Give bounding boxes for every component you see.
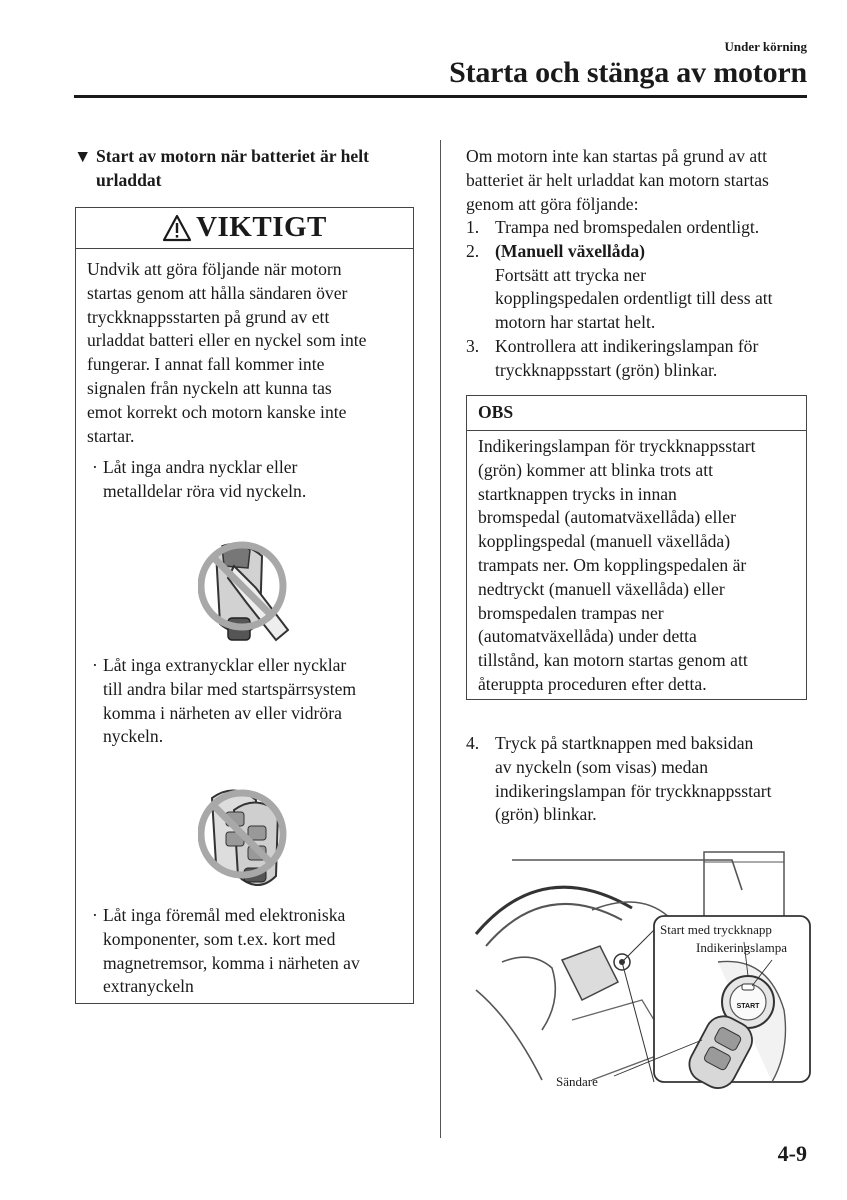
bullet-line: magnetremsor, komma i närheten av (103, 952, 360, 973)
step-line: Tryck på startknappen med baksidan (495, 733, 754, 753)
obs-title: OBS (467, 396, 806, 431)
column-divider (440, 140, 441, 1138)
heading-triangle-marker: ▼ (74, 146, 92, 166)
page-number: 4-9 (777, 1141, 807, 1166)
procedure-steps (466, 216, 811, 383)
bullet-dot: · (92, 457, 98, 477)
two-keys-prohibited-illustration (198, 772, 298, 900)
warning-intro-line: fungerar. I annat fall kommer inte (87, 354, 325, 375)
heading-line-2: urladdat (96, 170, 162, 190)
step-line: Kontrollera att indikeringslampan för (495, 335, 759, 356)
warning-intro-line: startas genom att hålla sändaren över (87, 282, 348, 303)
bullet-line: extranyckeln (103, 976, 194, 997)
warning-intro-line: tryckknappsstarten på grund av ett (87, 306, 330, 327)
step-4 (466, 732, 811, 827)
obs-line: nedtryckt (manuell växellåda) eller (478, 578, 725, 599)
warning-intro-line: Undvik att göra följande när motorn (87, 259, 342, 279)
obs-line: bromspedal (automatväxellåda) eller (478, 507, 736, 528)
warning-intro-line: startar. (87, 425, 135, 446)
step-3 (466, 335, 811, 383)
bullet-line: komma i närheten av eller vidröra (103, 702, 342, 723)
key-with-metal-prohibited-illustration (198, 526, 298, 654)
bullet-line: metalldelar röra vid nyckeln. (103, 480, 307, 501)
step-line: Trampa ned bromspedalen ordentligt. (495, 217, 760, 237)
warning-box (75, 207, 414, 1004)
obs-note-box (466, 395, 807, 700)
section-label: Under körning (724, 39, 807, 54)
obs-body (467, 431, 806, 697)
step-line: motorn har startat helt. (495, 312, 656, 333)
bullet-line: Låt inga andra nycklar eller (103, 457, 298, 477)
warning-triangle-icon (162, 214, 192, 242)
bullet-dot: · (92, 655, 98, 675)
indicator-lamp-drawing (742, 984, 754, 990)
obs-line: startknappen trycks in innan (478, 483, 677, 504)
obs-line: återuppta proceduren efter detta. (478, 673, 707, 694)
intro-line: Om motorn inte kan startas på grund av att (466, 146, 767, 166)
obs-line: bromspedalen trampas ner (478, 602, 664, 623)
step-bold-label: (Manuell växellåda) (495, 240, 646, 261)
label-indicator-lamp: Indikeringslampa (696, 940, 787, 955)
label-start-button: Start med tryckknapp (660, 922, 772, 937)
step-line: indikeringslampan för tryckknappsstart (495, 780, 772, 801)
step-line: Fortsätt att trycka ner (495, 264, 646, 285)
bullet-line: nyckeln. (103, 726, 164, 747)
intro-line: batteriet är helt urladdat kan motorn startas (466, 169, 769, 190)
obs-line: kopplingspedal (manuell växellåda) (478, 531, 731, 552)
steering-wheel-drawing (476, 887, 632, 934)
warning-intro-line: urladdat batteri eller en nyckel som inte (87, 330, 367, 351)
warning-bullet-2 (92, 654, 402, 749)
bullet-line: komponenter, som t.ex. kort med (103, 928, 336, 949)
step-line: (grön) blinkar. (495, 804, 597, 825)
step-number: 1. (466, 217, 480, 237)
step-line: av nyckeln (som visas) medan (495, 756, 709, 777)
warning-header (76, 208, 413, 249)
warning-title: VIKTIGT (196, 211, 327, 244)
right-intro (466, 145, 811, 216)
step-number: 2. (466, 240, 480, 261)
obs-line: (automatväxellåda) under detta (478, 626, 697, 647)
obs-line: Indikeringslampan för tryckknappsstart (478, 436, 756, 456)
bullet-line: Låt inga extranycklar eller nycklar (103, 655, 347, 675)
label-transmitter: Sändare (556, 1074, 598, 1089)
bullet-line: till andra bilar med startspärrsystem (103, 678, 357, 699)
intro-line: genom att göra följande: (466, 193, 639, 214)
obs-line: trampats ner. Om kopplingspedalen är (478, 554, 747, 575)
push-button-start-figure (472, 850, 812, 1094)
heading-line-1: Start av motorn när batteriet är helt (96, 146, 369, 166)
warning-intro-line: emot korrekt och motorn kanske inte (87, 401, 347, 422)
warning-bullet-3 (92, 904, 402, 999)
warning-intro (87, 258, 407, 448)
step-line: tryckknappsstart (grön) blinkar. (495, 359, 718, 380)
bullet-dot: · (92, 905, 98, 925)
step-line: kopplingspedalen ordentligt till dess att (495, 288, 773, 309)
warning-bullet-1 (92, 456, 402, 504)
obs-line: (grön) kommer att blinka trots att (478, 459, 714, 480)
obs-line: tillstånd, kan motorn startas genom att (478, 650, 748, 671)
step-number: 4. (466, 733, 480, 753)
step-2 (466, 240, 811, 335)
start-button-text: START (736, 1003, 760, 1010)
page-title: Starta och stänga av motorn (449, 56, 807, 89)
step-1 (466, 216, 811, 240)
step-number: 3. (466, 335, 480, 356)
warning-intro-line: signalen från nyckeln att kunna tas (87, 377, 332, 398)
bullet-line: Låt inga föremål med elektroniska (103, 905, 346, 925)
sub-heading (74, 144, 419, 192)
title-rule (74, 95, 807, 98)
